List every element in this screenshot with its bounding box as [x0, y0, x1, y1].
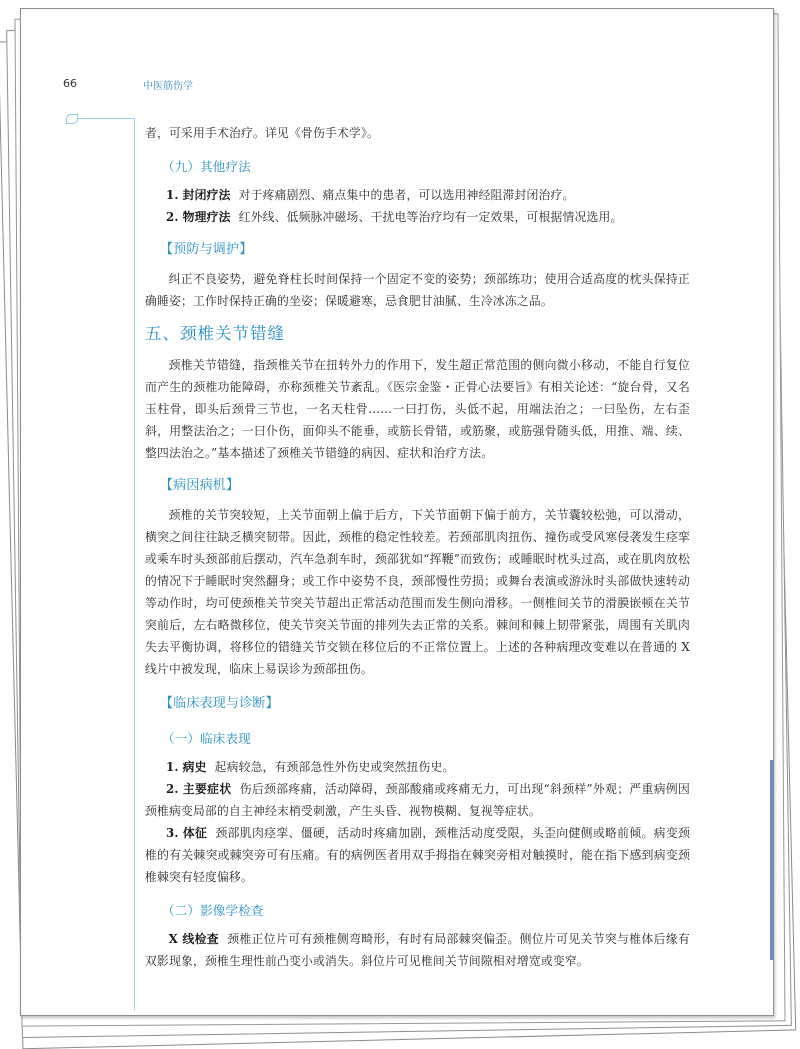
margin-rule-vertical: [134, 118, 135, 1010]
subsection-heading-imaging: （二）影像学检查: [162, 903, 264, 918]
page-body: [145, 122, 690, 972]
intro-paragraph: 颈椎关节错缝，指颈椎关节在扭转外力的作用下，发生超正常范围的侧向微小移动，不能自行复位而产生的颈椎功能障碍，亦称颈椎关节紊乱。《医宗金鉴・正骨心法要旨》有相关论述：“旋台骨，又名玉柱骨，即头后颈骨三节也，一名天柱骨……一曰打伤，头低不起，用端法治之；一曰坠伤，左右歪斜，用整法治之；一曰仆伤，面仰头不能垂，或筋长骨错，或筋聚，或筋强骨随头低，用推、端、续、整四法治之。”基本描述了颈椎关节错缝的病因、症状和治疗方法。: [145, 358, 690, 460]
item-number: 1.: [166, 760, 179, 774]
item-number: 1.: [166, 188, 179, 202]
item-number: 3.: [166, 826, 179, 840]
item-number: 2.: [166, 210, 179, 224]
item-term: X 线检查: [168, 932, 219, 946]
item-term: 封闭疗法: [182, 188, 231, 202]
item-text: 对于疼痛剧烈、痛点集中的患者，可以选用神经阻滞封闭治疗。: [238, 188, 575, 202]
list-item: [145, 822, 690, 888]
running-header-title: 中医筋伤学: [143, 81, 193, 92]
page-edge-strip: [770, 760, 774, 960]
section-heading-etiology: 【病因病机】: [160, 478, 240, 493]
item-term: 主要症状: [182, 782, 232, 796]
item-number: 2.: [166, 782, 179, 796]
item-text: 伤后颈部疼痛，活动障碍，颈部酸痛或疼痛无力，可出现“斜颈样”外观；严重病例因颈椎病变局部的自主神经末梢受刺激，产生头昏、视物模糊、复视等症状。: [145, 782, 691, 818]
margin-rule-horizontal: [78, 118, 134, 119]
list-item: [145, 206, 690, 228]
item-term: 物理疗法: [182, 210, 231, 224]
section-heading-prevention: 【预防与调护】: [160, 242, 253, 257]
item-text: 起病较急，有颈部急性外伤史或突然扭伤史。: [214, 760, 455, 774]
section-heading-clinical: 【临床表现与诊断】: [160, 696, 279, 711]
etiology-paragraph: 颈椎的关节突较短，上关节面朝上偏于后方，下关节面朝下偏于前方，关节囊较松弛，可以滑动，横突之间往往缺乏横突韧带。因此，颈椎的稳定性较差。若颈部肌肉扭伤、撞伤或受风寒侵袭发生痉挛或乘车时头颈部前后摆动，汽车急刹车时，颈部犹如“挥鞭”而致伤；或睡眠时枕头过高，或在肌肉放松的情况下于睡眠时突然翻身；或工作中姿势不良，颈部慢性劳损；或舞台表演或游泳时头部做快速转动等动作时，均可使颈椎关节突关节超出正常活动范围而发生侧向滑移。一侧椎间关节的滑膜嵌顿在关节突前后，左右略微移位，使关节突关节面的排列失去正常的关系。棘间和棘上韧带紧张，周围有关肌肉失去平衡协调，将移位的错缝关节交锁在移位后的不正常位置上。上述的各种病理改变难以在普通的 X 线片中被发现，临床上易误诊为颈部扭伤。: [145, 508, 690, 676]
imaging-paragraph: [145, 928, 690, 972]
page-number: 66: [63, 77, 77, 90]
item-term: 病史: [182, 760, 207, 774]
list-item: [145, 756, 690, 778]
list-item: [145, 778, 690, 822]
margin-ornament: [66, 114, 78, 124]
continuation-paragraph: 者，可采用手术治疗。详见《骨伤手术学》。: [145, 126, 380, 140]
prevention-paragraph: 纠正不良姿势，避免脊柱长时间保持一个固定不变的姿势；颈部练功；使用合适高度的枕头保持正确睡姿；工作时保持正确的坐姿；保暖避寒，忌食肥甘油腻、生冷冰冻之品。: [145, 272, 690, 308]
list-item: [145, 184, 690, 206]
section-heading-other-therapies: （九）其他疗法: [162, 159, 251, 174]
item-text: 红外线、低频脉冲磁场、干扰电等治疗均有一定效果，可根据情况选用。: [238, 210, 623, 224]
item-term: 体征: [182, 826, 208, 840]
chapter-heading: 五、颈椎关节错缝: [145, 324, 285, 343]
subsection-heading-clinical-manifestation: （一）临床表现: [162, 731, 251, 746]
item-text: 颈部肌肉痉挛、僵硬，活动时疼痛加剧，颈椎活动度受限，头歪向健侧或略前倾。病变颈椎的有关棘突或棘突旁可有压痛。有的病例医者用双手拇指在棘突旁相对触摸时，能在指下感到病变颈椎棘突有轻度偏移。: [145, 826, 691, 884]
item-text: 颈椎正位片可有颈椎侧弯畸形，有时有局部棘突偏歪。侧位片可见关节突与椎体后缘有双影现象，颈椎生理性前凸变小或消失。斜位片可见椎间关节间隙相对增宽或变窄。: [145, 932, 690, 968]
